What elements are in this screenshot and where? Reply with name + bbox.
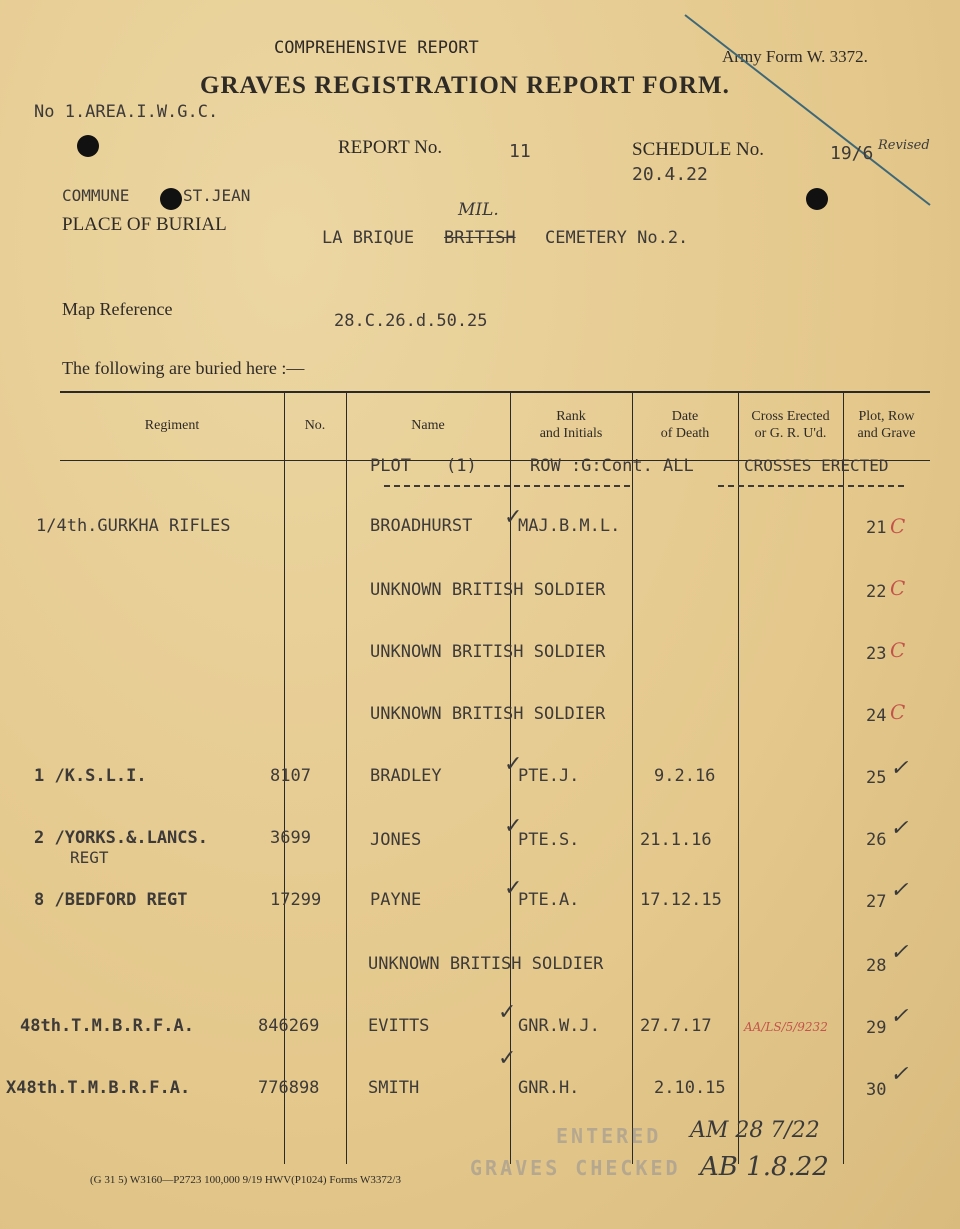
report-value: 11 — [509, 141, 531, 162]
row-grave-mark: ✓ — [890, 756, 909, 781]
page-title: GRAVES REGISTRATION REPORT FORM. — [200, 72, 730, 99]
col-header-plot-line1: Plot, Row — [858, 409, 915, 424]
row-grave-mark: C — [890, 576, 906, 600]
row-grave-mark: ✓ — [890, 1004, 909, 1029]
row-no: 776898 — [258, 1078, 320, 1098]
col-header-name: Name — [411, 418, 445, 433]
army-form-number: Army Form W. 3372. — [722, 47, 868, 66]
col-header-rank-line1: Rank — [556, 409, 586, 424]
row-grave-mark: ✓ — [890, 1062, 909, 1087]
row-date: 17.12.15 — [640, 890, 722, 910]
row-name: UNKNOWN BRITISH SOLDIER — [368, 954, 604, 974]
col-header-plot-line2: and Grave — [857, 426, 916, 441]
entered-stamp: ENTERED — [556, 1124, 662, 1148]
plot-number: (1) — [446, 456, 477, 476]
name-check-icon: ✓ — [504, 505, 523, 530]
crosses-erected-label: CROSSES ERECTED — [744, 456, 889, 475]
row-rank: PTE.S. — [518, 830, 580, 850]
diagonal-pen-stroke — [680, 10, 950, 210]
place-of-burial-label: PLACE OF BURIAL — [62, 214, 227, 235]
row-grave: 21 — [866, 518, 887, 538]
row-cross: AA/LS/5/9232 — [744, 1020, 828, 1034]
row-regiment: 1/4th.GURKHA RIFLES — [36, 516, 231, 536]
row-name: BROADHURST — [370, 516, 473, 536]
row-regiment: 2 /YORKS.&.LANCS. — [34, 828, 208, 848]
row-grave-mark: C — [890, 638, 906, 662]
map-reference-label: Map Reference — [62, 299, 173, 319]
row-grave: 30 — [866, 1080, 887, 1100]
place-struck-word: BRITISH — [444, 228, 516, 248]
row-no: 8107 — [270, 766, 311, 786]
row-grave: 26 — [866, 830, 887, 850]
row-grave: 27 — [866, 892, 887, 912]
schedule-label: SCHEDULE No. — [632, 139, 764, 160]
row-grave: 23 — [866, 644, 887, 664]
col-header-regiment: Regiment — [144, 418, 200, 433]
commune-label: COMMUNE — [62, 186, 130, 205]
name-check-icon: ✓ — [504, 876, 523, 901]
row-label: ROW :G:Cont. ALL — [530, 456, 694, 476]
place-value-part1: LA BRIQUE — [322, 228, 415, 248]
table-top-rule — [60, 391, 930, 393]
col-header-cross-line2: or G. R. U'd. — [754, 426, 827, 441]
row-regiment: X48th.T.M.B.R.F.A. — [6, 1078, 191, 1098]
col-header-date-line2: of Death — [660, 426, 710, 441]
col-header-rank-line2: and Initials — [539, 426, 603, 441]
row-name: UNKNOWN BRITISH SOLDIER — [370, 704, 606, 724]
schedule-date: 20.4.22 — [632, 164, 708, 185]
handwritten-initials-2: AB 1.8.22 — [700, 1152, 829, 1182]
schedule-revised-note: Revised — [878, 138, 930, 153]
row-date: 2.10.15 — [654, 1078, 726, 1098]
handwritten-initials-1: AM 28 7/22 — [690, 1118, 820, 1143]
row-rank: GNR.H. — [518, 1078, 580, 1098]
row-name: JONES — [370, 830, 422, 850]
row-regiment: 8 /BEDFORD REGT — [34, 890, 188, 910]
col-divider-4 — [632, 392, 633, 1164]
row-date: 27.7.17 — [640, 1016, 712, 1036]
col-header-rank — [510, 408, 632, 442]
plot-underline-right — [718, 485, 904, 487]
row-grave-mark: C — [890, 700, 906, 724]
row-name: UNKNOWN BRITISH SOLDIER — [370, 580, 606, 600]
row-regiment: 1 /K.S.L.I. — [34, 766, 147, 786]
commune-value: ST.JEAN — [183, 186, 251, 205]
row-grave-mark: ✓ — [890, 878, 909, 903]
buried-intro: The following are buried here :— — [62, 358, 305, 378]
row-date: 9.2.16 — [654, 766, 716, 786]
row-grave: 28 — [866, 956, 887, 976]
col-divider-6 — [843, 392, 844, 1164]
row-rank: GNR.W.J. — [518, 1016, 600, 1036]
row-name: PAYNE — [370, 890, 422, 910]
col-header-cross — [738, 408, 843, 442]
plot-label: PLOT — [370, 456, 411, 476]
row-rank: PTE.A. — [518, 890, 580, 910]
schedule-value: 19/6 — [830, 143, 874, 164]
col-divider-5 — [738, 392, 739, 1164]
report-label: REPORT No. — [338, 137, 443, 158]
row-no: 17299 — [270, 890, 322, 910]
comprehensive-report-label: COMPREHENSIVE REPORT — [274, 38, 479, 58]
col-divider-2 — [346, 392, 347, 1164]
name-check-icon: ✓ — [498, 1000, 517, 1025]
map-reference-value: 28.C.26.d.50.25 — [334, 311, 488, 331]
place-value-part2: CEMETERY No.2. — [545, 228, 689, 248]
row-regiment: 48th.T.M.B.R.F.A. — [20, 1016, 194, 1036]
row-regiment-line2: REGT — [70, 848, 109, 867]
name-check-icon: ✓ — [498, 1046, 517, 1071]
name-check-icon: ✓ — [504, 752, 523, 777]
row-rank: MAJ.B.M.L. — [518, 516, 621, 536]
row-date: 21.1.16 — [640, 830, 712, 850]
row-grave: 22 — [866, 582, 887, 602]
row-grave: 25 — [866, 768, 887, 788]
row-grave: 29 — [866, 1018, 887, 1038]
row-name: UNKNOWN BRITISH SOLDIER — [370, 642, 606, 662]
punch-hole-middle — [160, 188, 182, 210]
graves-checked-stamp: GRAVES CHECKED — [470, 1156, 681, 1180]
row-rank: PTE.J. — [518, 766, 580, 786]
row-name: SMITH — [368, 1078, 420, 1098]
row-name: BRADLEY — [370, 766, 442, 786]
col-header-date-line1: Date — [671, 409, 699, 424]
row-no: 846269 — [258, 1016, 320, 1036]
print-code: (G 31 5) W3160—P2723 100,000 9/19 HWV(P1024) Forms W3372/3 — [90, 1174, 401, 1186]
row-grave: 24 — [866, 706, 887, 726]
name-check-icon: ✓ — [504, 814, 523, 839]
punch-hole-left — [77, 135, 99, 157]
row-name: EVITTS — [368, 1016, 430, 1036]
row-grave-mark: ✓ — [890, 940, 909, 965]
row-no: 3699 — [270, 828, 311, 848]
row-grave-mark: ✓ — [890, 816, 909, 841]
plot-underline-left — [384, 485, 630, 487]
col-header-plot — [843, 408, 930, 442]
col-header-date — [632, 408, 738, 442]
col-header-no: No. — [304, 418, 326, 433]
area-label: No 1.AREA.I.W.G.C. — [34, 102, 219, 122]
place-inserted-word: MIL. — [458, 200, 499, 220]
row-grave-mark: C — [890, 514, 906, 538]
col-header-cross-line1: Cross Erected — [751, 409, 830, 424]
